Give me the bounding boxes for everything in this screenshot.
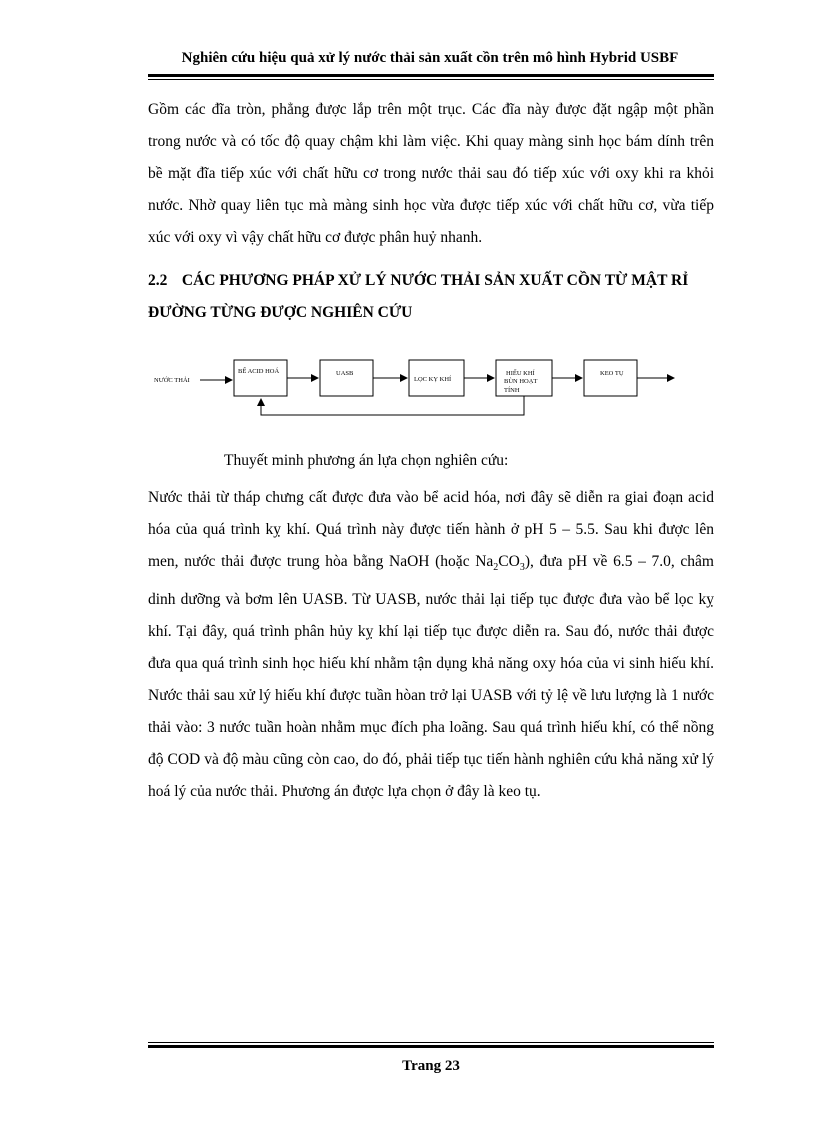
box-uasb xyxy=(320,360,373,396)
section-title: CÁC PHƯƠNG PHÁP XỬ LÝ NƯỚC THẢI SẢN XUẤT CỒN TỪ MẬT RỈ ĐƯỜNG TỪNG ĐƯỢC NGHIÊN CỨU xyxy=(148,272,689,321)
box-acid-hoa xyxy=(234,360,287,396)
section-number: 2.2 xyxy=(148,272,168,289)
header-rule-thick xyxy=(148,74,714,77)
chemical-co: CO xyxy=(498,553,520,570)
explanation-subtitle: Thuyết minh phương án lựa chọn nghiên cứu: xyxy=(224,452,509,469)
box-hieu-khi-line2: BÙN HOẠT xyxy=(504,378,538,385)
subscript-3: 3 xyxy=(519,562,525,574)
subscript-2: 2 xyxy=(493,562,499,574)
explanation-text-part2: ), đưa pH về 6.5 – 7.0, châm dinh dưỡng và bơm lên UASB. Từ UASB, nước thải lại tiếp tục được đưa vào bể lọc kỵ khí. Tại đây, quá trình phân hủy kỵ khí lại tiếp tục được diễn ra. Sau đó, nước thải được đưa qua quá trình sinh học hiếu khí nhằm tận dụng khả năng oxy hóa của vi sinh hiếu khí. Nước thải sau xử lý hiếu khí được tuần hòan trở lại UASB với tỷ lệ về lưu lượng là 1 nước thải vào: 3 nước tuần hoàn nhằm mục đích pha loãng. Sau quá trình hiếu khí, có thể nồng độ COD và độ màu cũng còn cao, do đó, phải tiếp tục tiến hành nghiên cứu khả năng xử lý hoá lý của nước thải. Phương án được lựa chọn ở đây là keo tụ. xyxy=(148,553,714,801)
section-heading xyxy=(148,265,714,329)
process-flow-diagram xyxy=(148,345,714,435)
intro-paragraph: Gồm các đĩa tròn, phẳng được lắp trên một trục. Các đĩa này được đặt ngập một phần trong nước và có tốc độ quay chậm khi làm việc. Khi quay màng sinh học bám dính trên bề mặt đĩa tiếp xúc với chất hữu cơ trong nước thải sau đó tiếp xúc với oxy khi ra khỏi nước. Nhờ quay liên tục mà màng sinh học vừa được tiếp xúc với chất hữu cơ, vừa tiếp xúc với oxy vì vậy chất hữu cơ được phân huỷ nhanh. xyxy=(148,101,714,246)
page-number: Trang 23 xyxy=(402,1058,460,1074)
box-keo-tu xyxy=(584,360,637,396)
running-header: Nghiên cứu hiệu quả xử lý nước thải sản xuất cồn trên mô hình Hybrid USBF xyxy=(181,50,679,66)
footer-rule-thick xyxy=(148,1045,714,1048)
input-label: NƯỚC THẢI xyxy=(154,377,190,384)
explanation-text-part1: Nước thải từ tháp chưng cất được đưa vào bể acid hóa, nơi đây sẽ diễn ra giai đoạn acid hóa của quá trình kỵ khí. Quá trình này được tiến hành ở pH 5 – 5.5. Sau khi được lên men, nước thải được trung hòa bằng NaOH (hoặc Na xyxy=(148,489,714,570)
header-rule-thin xyxy=(148,79,714,80)
footer-rule-thin xyxy=(148,1042,714,1043)
box-hieu-khi-line1: HIẾU KHÍ xyxy=(506,370,535,377)
box-hieu-khi-line3: TÍNH xyxy=(504,387,520,394)
recycle-line xyxy=(261,396,524,415)
explanation-paragraph xyxy=(148,482,714,808)
box-acid-hoa-label: BỂ ACID HOÁ xyxy=(238,368,280,375)
box-keo-tu-label: KEO TỤ xyxy=(600,370,624,377)
box-uasb-label: UASB xyxy=(336,370,354,377)
box-loc-ky-khi-label: LỌC KỴ KHÍ xyxy=(414,376,452,383)
